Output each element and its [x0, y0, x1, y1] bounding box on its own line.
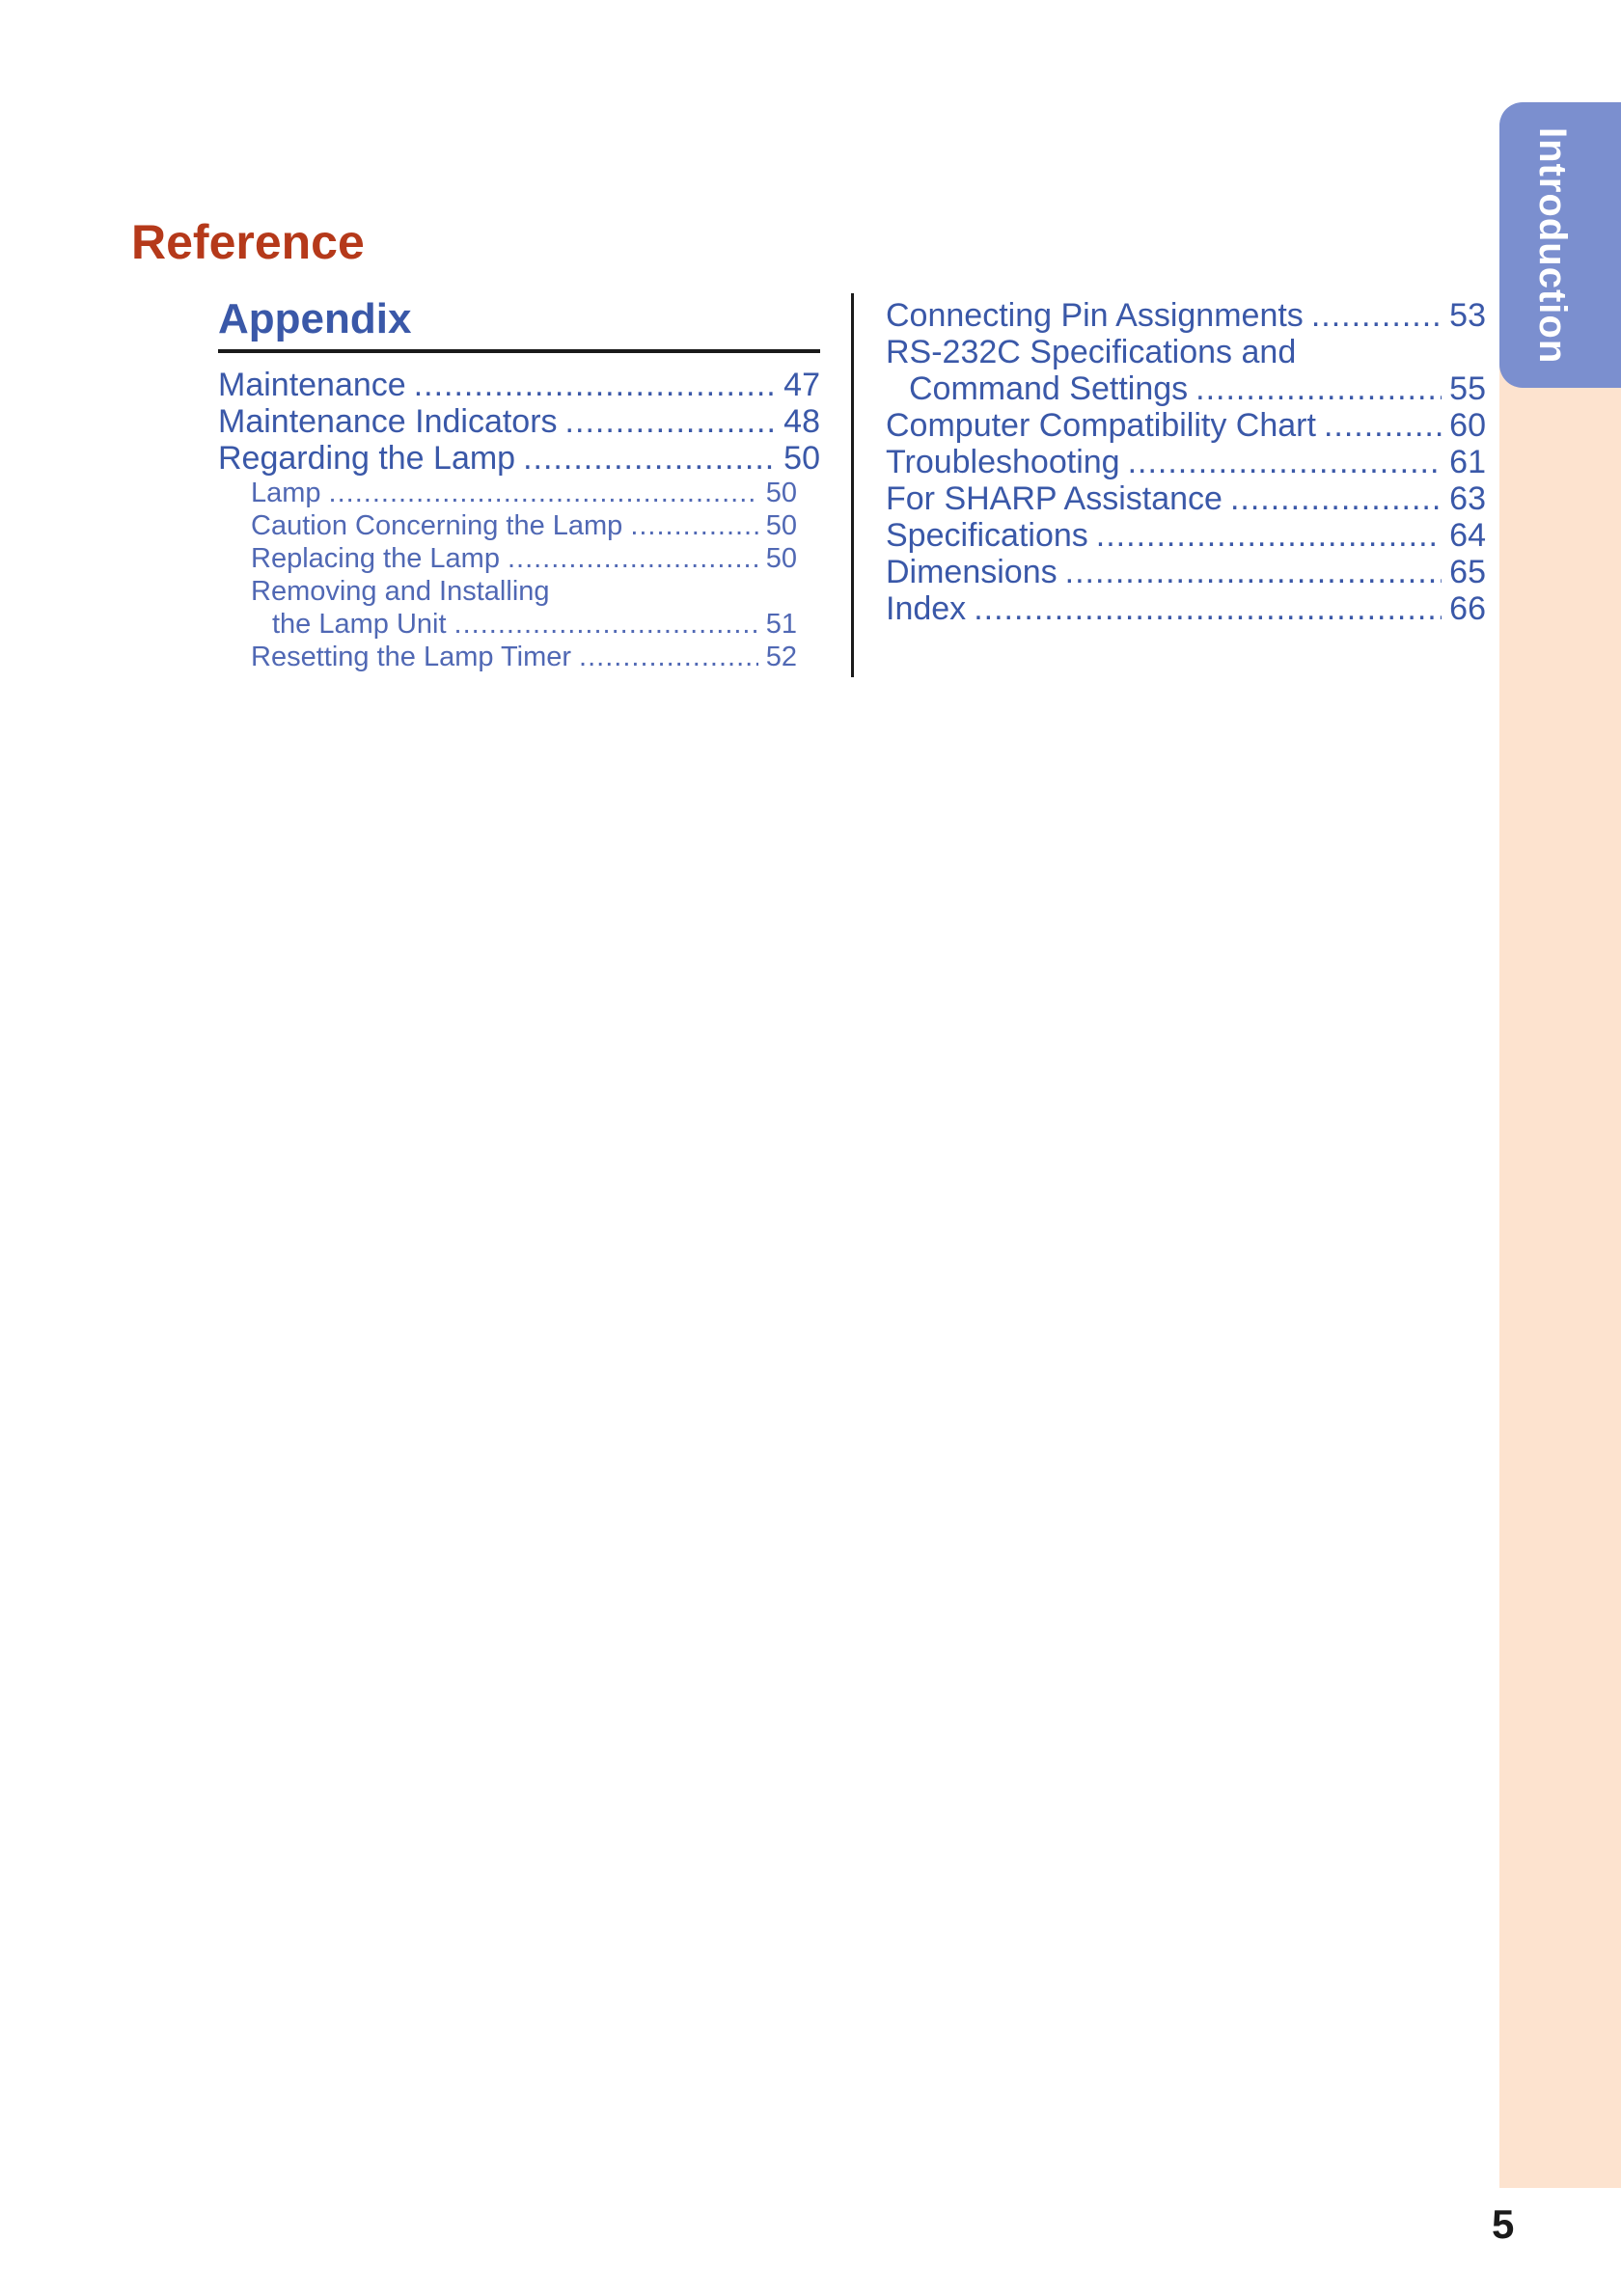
toc-subentry-removing-installing[interactable]: Removing and Installing [251, 576, 550, 607]
toc-entry-rs232c-specifications[interactable]: RS-232C Specifications and [886, 334, 1297, 370]
chapter-tab-label: Introduction [1531, 127, 1574, 365]
column-divider [851, 293, 854, 677]
toc-list-right [886, 297, 1486, 627]
toc-entry-maintenance-indicators[interactable]: Maintenance Indicators ..... 48 [218, 403, 820, 440]
toc-entry-connecting-pin-assignments[interactable]: Connecting Pin Assignments ..... 53 [886, 297, 1486, 334]
toc-entry-sharp-assistance[interactable]: For SHARP Assistance ..... 63 [886, 480, 1486, 517]
page-number: 5 [1492, 2201, 1515, 2247]
toc-entry-dimensions[interactable]: Dimensions ..... 65 [886, 554, 1486, 590]
toc-left-column [218, 295, 820, 673]
toc-entry-computer-compatibility-chart[interactable]: Computer Compatibility Chart ..... 60 [886, 407, 1486, 444]
toc-list-left [218, 367, 820, 673]
toc-entry-maintenance[interactable]: Maintenance ..... 47 [218, 367, 820, 403]
side-strip [1499, 289, 1621, 2188]
toc-subentry-resetting-lamp-timer[interactable]: Resetting the Lamp Timer ..... 52 [218, 641, 820, 673]
toc-entry-index[interactable]: Index ..... 66 [886, 590, 1486, 627]
toc-entry-troubleshooting[interactable]: Troubleshooting ..... 61 [886, 444, 1486, 480]
toc-entry-specifications[interactable]: Specifications ..... 64 [886, 517, 1486, 554]
toc-entry-command-settings[interactable]: Command Settings ..... 55 [886, 370, 1486, 407]
toc-right-column [886, 297, 1486, 627]
toc-subentry-lamp[interactable]: Lamp ..... 50 [218, 477, 820, 509]
section-title: Reference [131, 215, 365, 269]
toc-subentry-caution-lamp[interactable]: Caution Concerning the Lamp ..... 50 [218, 509, 820, 542]
toc-entry-regarding-the-lamp[interactable]: Regarding the Lamp ..... 50 [218, 440, 820, 477]
toc-subentry-lamp-unit[interactable]: the Lamp Unit ..... 51 [218, 608, 820, 641]
appendix-heading: Appendix [218, 295, 820, 353]
toc-subentry-replacing-lamp[interactable]: Replacing the Lamp ..... 50 [218, 542, 820, 575]
